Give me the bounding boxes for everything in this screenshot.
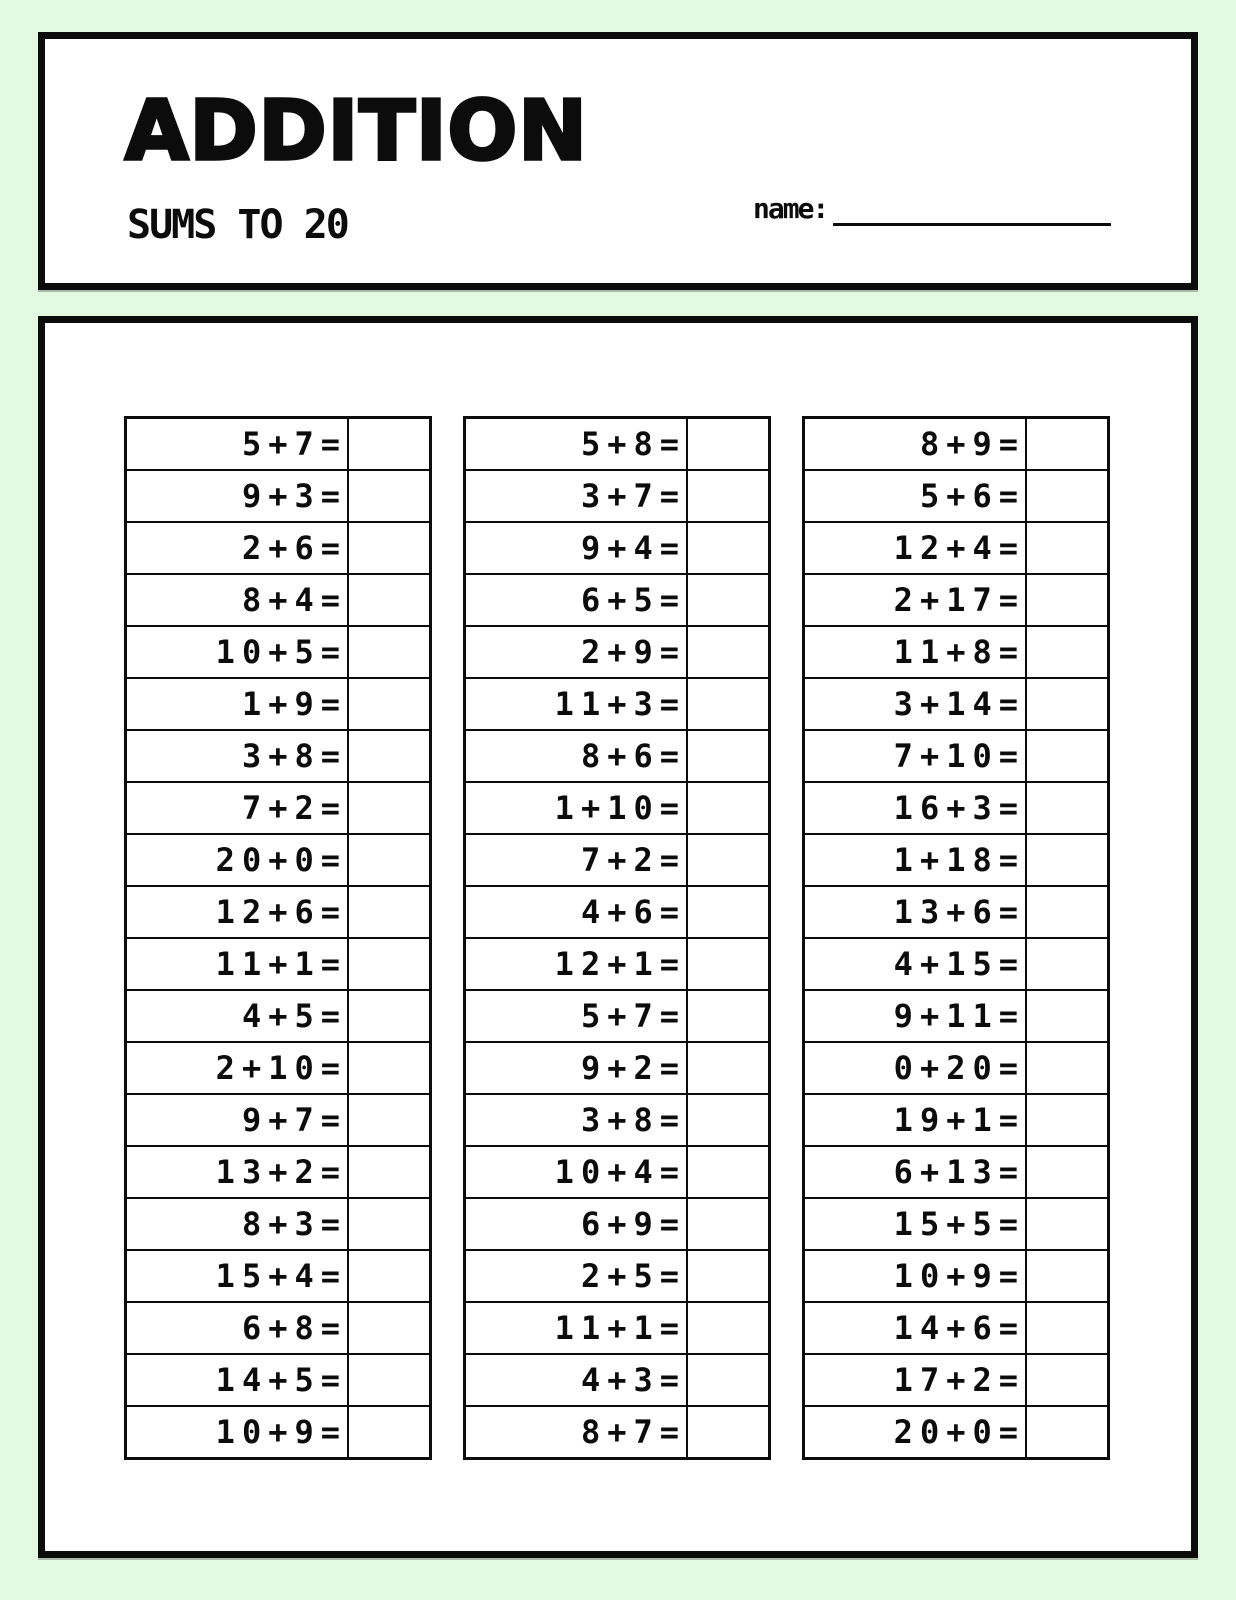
answer-cell[interactable] bbox=[1026, 1198, 1109, 1250]
problem-cell: 3+8= bbox=[126, 730, 349, 782]
answer-cell[interactable] bbox=[348, 938, 431, 990]
problem-cell: 3+14= bbox=[804, 678, 1027, 730]
problem-cell: 7+2= bbox=[465, 834, 688, 886]
answer-cell[interactable] bbox=[348, 782, 431, 834]
problem-row bbox=[126, 1146, 431, 1198]
problem-row bbox=[126, 678, 431, 730]
problem-cell: 10+9= bbox=[804, 1250, 1027, 1302]
answer-cell[interactable] bbox=[687, 1146, 770, 1198]
problem-row bbox=[126, 522, 431, 574]
problem-cell: 15+5= bbox=[804, 1198, 1027, 1250]
problem-row bbox=[804, 678, 1109, 730]
problem-row bbox=[126, 470, 431, 522]
problem-cell: 14+5= bbox=[126, 1354, 349, 1406]
problem-cell: 2+5= bbox=[465, 1250, 688, 1302]
answer-cell[interactable] bbox=[687, 1198, 770, 1250]
answer-cell[interactable] bbox=[687, 1406, 770, 1459]
problem-row bbox=[804, 1406, 1109, 1459]
problem-cell: 8+6= bbox=[465, 730, 688, 782]
problem-row bbox=[804, 834, 1109, 886]
answer-cell[interactable] bbox=[1026, 886, 1109, 938]
answer-cell[interactable] bbox=[348, 1042, 431, 1094]
answer-cell[interactable] bbox=[348, 1094, 431, 1146]
answer-cell[interactable] bbox=[687, 730, 770, 782]
problem-row bbox=[804, 938, 1109, 990]
problem-row bbox=[465, 574, 770, 626]
answer-cell[interactable] bbox=[348, 1302, 431, 1354]
problem-cell: 3+8= bbox=[465, 1094, 688, 1146]
problem-cell: 2+10= bbox=[126, 1042, 349, 1094]
answer-cell[interactable] bbox=[1026, 470, 1109, 522]
problem-cell: 12+6= bbox=[126, 886, 349, 938]
problem-cell: 2+9= bbox=[465, 626, 688, 678]
problem-row bbox=[465, 730, 770, 782]
problem-cell: 6+9= bbox=[465, 1198, 688, 1250]
problem-cell: 6+13= bbox=[804, 1146, 1027, 1198]
answer-cell[interactable] bbox=[687, 522, 770, 574]
problems-column-1 bbox=[124, 416, 432, 1460]
problem-row bbox=[465, 1042, 770, 1094]
problem-row bbox=[465, 626, 770, 678]
problem-cell: 1+18= bbox=[804, 834, 1027, 886]
answer-cell[interactable] bbox=[348, 990, 431, 1042]
answer-cell[interactable] bbox=[687, 1094, 770, 1146]
problem-row bbox=[465, 1302, 770, 1354]
problem-cell: 9+4= bbox=[465, 522, 688, 574]
problem-row bbox=[804, 1094, 1109, 1146]
answer-cell[interactable] bbox=[348, 1406, 431, 1459]
problem-row bbox=[126, 1354, 431, 1406]
problem-cell: 1+10= bbox=[465, 782, 688, 834]
problem-row bbox=[804, 730, 1109, 782]
problem-cell: 7+10= bbox=[804, 730, 1027, 782]
answer-cell[interactable] bbox=[687, 782, 770, 834]
answer-cell[interactable] bbox=[1026, 938, 1109, 990]
answer-cell[interactable] bbox=[348, 574, 431, 626]
problem-row bbox=[465, 1406, 770, 1459]
problem-row bbox=[804, 1146, 1109, 1198]
problem-cell: 10+4= bbox=[465, 1146, 688, 1198]
problem-cell: 20+0= bbox=[126, 834, 349, 886]
answer-cell[interactable] bbox=[1026, 834, 1109, 886]
problem-cell: 8+7= bbox=[465, 1406, 688, 1459]
problem-cell: 20+0= bbox=[804, 1406, 1027, 1459]
name-field bbox=[753, 187, 1111, 226]
problem-cell: 3+7= bbox=[465, 470, 688, 522]
answer-cell[interactable] bbox=[687, 418, 770, 471]
answer-cell[interactable] bbox=[687, 678, 770, 730]
problem-cell: 8+4= bbox=[126, 574, 349, 626]
answer-cell[interactable] bbox=[1026, 782, 1109, 834]
answer-cell[interactable] bbox=[348, 1198, 431, 1250]
problem-row bbox=[804, 1354, 1109, 1406]
problem-row bbox=[126, 938, 431, 990]
problem-cell: 4+5= bbox=[126, 990, 349, 1042]
worksheet-subtitle: SUMS TO 20 bbox=[127, 202, 348, 248]
problem-row bbox=[126, 1250, 431, 1302]
problem-row bbox=[126, 990, 431, 1042]
answer-cell[interactable] bbox=[348, 834, 431, 886]
problem-row bbox=[804, 886, 1109, 938]
problem-cell: 1+9= bbox=[126, 678, 349, 730]
problem-row bbox=[804, 626, 1109, 678]
problem-row bbox=[126, 730, 431, 782]
problem-cell: 6+8= bbox=[126, 1302, 349, 1354]
problem-cell: 9+3= bbox=[126, 470, 349, 522]
problem-cell: 10+9= bbox=[126, 1406, 349, 1459]
problem-row bbox=[126, 782, 431, 834]
problem-cell: 15+4= bbox=[126, 1250, 349, 1302]
answer-cell[interactable] bbox=[1026, 990, 1109, 1042]
answer-cell[interactable] bbox=[1026, 1146, 1109, 1198]
problem-cell: 4+15= bbox=[804, 938, 1027, 990]
problem-cell: 11+3= bbox=[465, 678, 688, 730]
problem-cell: 12+1= bbox=[465, 938, 688, 990]
problem-cell: 17+2= bbox=[804, 1354, 1027, 1406]
answer-cell[interactable] bbox=[348, 1146, 431, 1198]
problem-cell: 16+3= bbox=[804, 782, 1027, 834]
problem-row bbox=[465, 522, 770, 574]
problems-column-3 bbox=[802, 416, 1110, 1460]
problems-column-2 bbox=[463, 416, 771, 1460]
problem-row bbox=[465, 1198, 770, 1250]
problem-cell: 8+9= bbox=[804, 418, 1027, 471]
answer-cell[interactable] bbox=[687, 470, 770, 522]
problem-row bbox=[126, 574, 431, 626]
answer-cell[interactable] bbox=[687, 938, 770, 990]
problem-row bbox=[126, 418, 431, 471]
problem-cell: 11+1= bbox=[126, 938, 349, 990]
answer-cell[interactable] bbox=[1026, 522, 1109, 574]
answer-cell[interactable] bbox=[1026, 1250, 1109, 1302]
problem-row bbox=[804, 470, 1109, 522]
problem-cell: 9+7= bbox=[126, 1094, 349, 1146]
problem-cell: 0+20= bbox=[804, 1042, 1027, 1094]
problem-row bbox=[126, 626, 431, 678]
answer-cell[interactable] bbox=[1026, 1302, 1109, 1354]
answer-cell[interactable] bbox=[1026, 574, 1109, 626]
answer-cell[interactable] bbox=[1026, 1354, 1109, 1406]
problem-row bbox=[465, 938, 770, 990]
answer-cell[interactable] bbox=[1026, 1094, 1109, 1146]
problem-row bbox=[804, 1302, 1109, 1354]
problem-cell: 9+11= bbox=[804, 990, 1027, 1042]
answer-cell[interactable] bbox=[348, 626, 431, 678]
problem-row bbox=[804, 1042, 1109, 1094]
problem-row bbox=[126, 1042, 431, 1094]
problem-cell: 2+17= bbox=[804, 574, 1027, 626]
problem-row bbox=[465, 834, 770, 886]
answer-cell[interactable] bbox=[687, 834, 770, 886]
problem-row bbox=[465, 418, 770, 471]
problem-cell: 9+2= bbox=[465, 1042, 688, 1094]
problem-cell: 7+2= bbox=[126, 782, 349, 834]
problem-row bbox=[804, 522, 1109, 574]
answer-cell[interactable] bbox=[1026, 1042, 1109, 1094]
answer-cell[interactable] bbox=[348, 1250, 431, 1302]
problem-cell: 5+7= bbox=[126, 418, 349, 471]
answer-cell[interactable] bbox=[687, 626, 770, 678]
problem-cell: 5+7= bbox=[465, 990, 688, 1042]
problem-row bbox=[465, 990, 770, 1042]
answer-cell[interactable] bbox=[1026, 418, 1109, 471]
problem-cell: 10+5= bbox=[126, 626, 349, 678]
problem-cell: 4+6= bbox=[465, 886, 688, 938]
problem-row bbox=[465, 886, 770, 938]
problem-cell: 6+5= bbox=[465, 574, 688, 626]
worksheet-title: ADDITION bbox=[125, 84, 588, 179]
header-panel bbox=[38, 32, 1198, 290]
answer-cell[interactable] bbox=[348, 730, 431, 782]
answer-cell[interactable] bbox=[687, 1302, 770, 1354]
answer-cell[interactable] bbox=[348, 470, 431, 522]
problem-row bbox=[804, 1198, 1109, 1250]
problem-row bbox=[126, 834, 431, 886]
answer-cell[interactable] bbox=[687, 1354, 770, 1406]
answer-cell[interactable] bbox=[348, 1354, 431, 1406]
problem-cell: 5+8= bbox=[465, 418, 688, 471]
answer-cell[interactable] bbox=[348, 522, 431, 574]
answer-cell[interactable] bbox=[687, 990, 770, 1042]
problem-row bbox=[465, 1250, 770, 1302]
answer-cell[interactable] bbox=[1026, 730, 1109, 782]
answer-cell[interactable] bbox=[348, 418, 431, 471]
problem-cell: 8+3= bbox=[126, 1198, 349, 1250]
problem-row bbox=[804, 990, 1109, 1042]
problem-row bbox=[804, 418, 1109, 471]
answer-cell[interactable] bbox=[1026, 626, 1109, 678]
name-input-line[interactable] bbox=[833, 187, 1111, 226]
problem-cell: 5+6= bbox=[804, 470, 1027, 522]
problem-cell: 19+1= bbox=[804, 1094, 1027, 1146]
problem-cell: 13+6= bbox=[804, 886, 1027, 938]
problem-cell: 4+3= bbox=[465, 1354, 688, 1406]
name-label: name: bbox=[753, 192, 828, 226]
problem-row bbox=[126, 1094, 431, 1146]
answer-cell[interactable] bbox=[687, 574, 770, 626]
answer-cell[interactable] bbox=[687, 1042, 770, 1094]
problem-cell: 2+6= bbox=[126, 522, 349, 574]
problem-cell: 11+1= bbox=[465, 1302, 688, 1354]
worksheet-panel bbox=[38, 316, 1198, 1558]
problem-row bbox=[465, 678, 770, 730]
answer-cell[interactable] bbox=[348, 678, 431, 730]
problem-cell: 11+8= bbox=[804, 626, 1027, 678]
problem-row bbox=[126, 1406, 431, 1459]
problem-row bbox=[465, 1354, 770, 1406]
problem-row bbox=[465, 1094, 770, 1146]
answer-cell[interactable] bbox=[1026, 1406, 1109, 1459]
problem-row bbox=[126, 1302, 431, 1354]
answer-cell[interactable] bbox=[348, 886, 431, 938]
problem-row bbox=[465, 782, 770, 834]
problem-row bbox=[465, 1146, 770, 1198]
problem-row bbox=[804, 1250, 1109, 1302]
problem-row bbox=[126, 886, 431, 938]
answer-cell[interactable] bbox=[687, 886, 770, 938]
answer-cell[interactable] bbox=[687, 1250, 770, 1302]
problem-row bbox=[465, 470, 770, 522]
problem-cell: 14+6= bbox=[804, 1302, 1027, 1354]
problem-row bbox=[126, 1198, 431, 1250]
answer-cell[interactable] bbox=[1026, 678, 1109, 730]
problem-cell: 13+2= bbox=[126, 1146, 349, 1198]
problem-row bbox=[804, 574, 1109, 626]
problem-cell: 12+4= bbox=[804, 522, 1027, 574]
problem-row bbox=[804, 782, 1109, 834]
